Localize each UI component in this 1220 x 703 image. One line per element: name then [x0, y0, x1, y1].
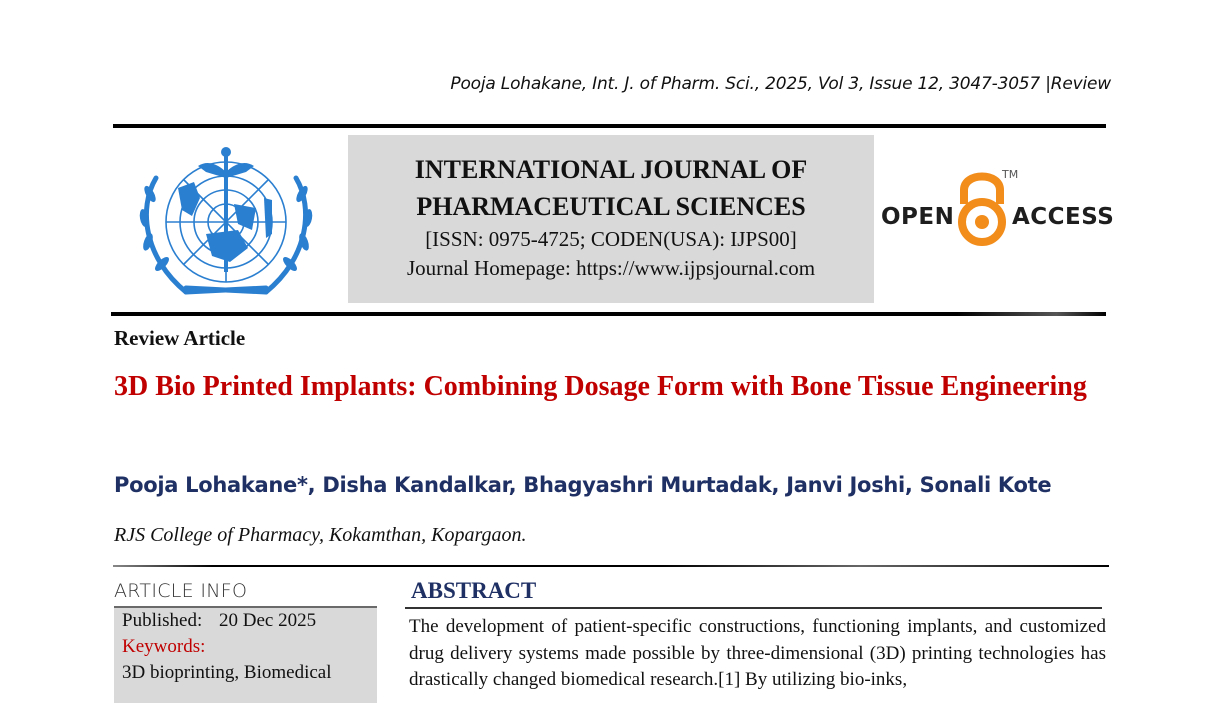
abstract-rule [405, 607, 1102, 609]
header-rule-top [113, 124, 1106, 128]
published-date: 20 Dec 2025 [218, 610, 317, 631]
un-emblem-caduceus-icon [126, 138, 326, 306]
article-type: Review Article [114, 326, 246, 350]
journal-homepage-link[interactable]: Journal Homepage: https://www.ijpsjournal.com [406, 256, 816, 280]
abstract-heading: ABSTRACT [411, 578, 537, 603]
journal-masthead-box [348, 135, 874, 303]
trademark-symbol: TM [1002, 168, 1019, 181]
issn-coden: [ISSN: 0975-4725; CODEN(USA): IJPS00] [425, 227, 797, 251]
keywords-label: Keywords: [122, 636, 206, 657]
article-info-box [114, 606, 377, 703]
open-access-open-label: OPEN [881, 204, 955, 230]
section-divider [113, 565, 1109, 567]
article-title: 3D Bio Printed Implants: Combining Dosage Form with Bone Tissue Engineering [114, 371, 1087, 402]
author-list: Pooja Lohakane*, Disha Kandalkar, Bhagyashri Murtadak, Janvi Joshi, Sonali Kote [114, 473, 1052, 497]
published-row [114, 608, 377, 634]
affiliation: RJS College of Pharmacy, Kokamthan, Kopargaon. [114, 524, 527, 546]
journal-title-line1: INTERNATIONAL JOURNAL OF [414, 155, 808, 184]
abstract-text: The development of patient-specific constructions, functioning implants, and customized drug delivery systems made possible by three-dimensional (3D) printing technologies has drastically changed biomedical research.[1] By utilizing bio-inks, [409, 616, 1106, 690]
journal-title-line2: PHARMACEUTICAL SCIENCES [416, 192, 806, 221]
article-info-heading: ARTICLE INFO [114, 580, 248, 602]
published-label: Published: [122, 610, 203, 631]
header-rule-bottom [111, 312, 1106, 316]
running-head-citation: Pooja Lohakane, Int. J. of Pharm. Sci., 2025, Vol 3, Issue 12, 3047-3057 |Review [450, 74, 1111, 94]
open-access-logo [878, 158, 1115, 254]
keywords-value: 3D bioprinting, Biomedical [122, 662, 332, 683]
open-access-access-label: ACCESS [1012, 204, 1115, 230]
